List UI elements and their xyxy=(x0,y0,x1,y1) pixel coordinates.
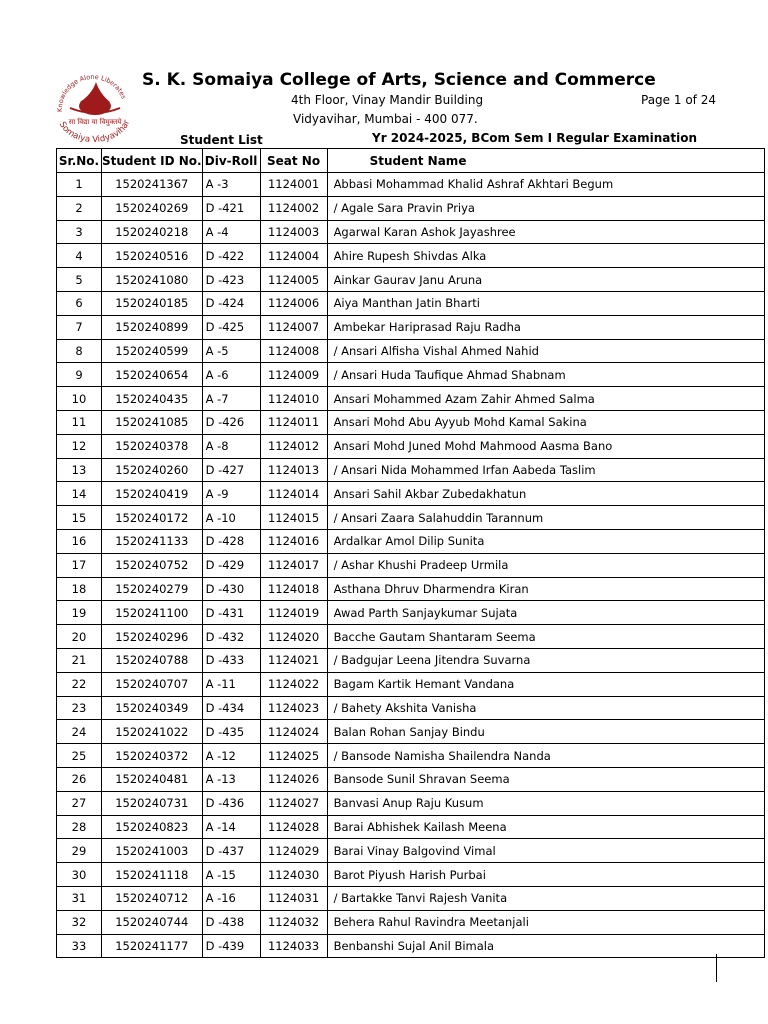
sr-no-cell: 19 xyxy=(57,601,102,625)
student-name-cell: / Ansari Alfisha Vishal Ahmed Nahid xyxy=(327,339,764,363)
table-row xyxy=(57,648,765,672)
sr-no-cell: 6 xyxy=(57,291,102,315)
student-name-cell: Aiya Manthan Jatin Bharti xyxy=(327,291,764,315)
sr-no-cell: 1 xyxy=(57,173,102,197)
student-id-cell: 1520240899 xyxy=(102,315,203,339)
div-roll-cell: A -16 xyxy=(202,886,260,910)
table-row xyxy=(57,268,765,292)
table-row xyxy=(57,934,765,958)
student-id-cell: 1520240599 xyxy=(102,339,203,363)
seat-no-cell: 1124013 xyxy=(260,458,327,482)
student-id-cell: 1520241022 xyxy=(102,720,203,744)
student-name-cell: Ansari Mohammed Azam Zahir Ahmed Salma xyxy=(327,387,764,411)
seat-no-cell: 1124027 xyxy=(260,791,327,815)
sr-no-cell: 12 xyxy=(57,434,102,458)
table-row xyxy=(57,410,765,434)
table-row xyxy=(57,458,765,482)
sr-no-cell: 32 xyxy=(57,910,102,934)
student-id-cell: 1520240823 xyxy=(102,815,203,839)
seat-no-cell: 1124005 xyxy=(260,268,327,292)
table-row xyxy=(57,291,765,315)
table-row xyxy=(57,196,765,220)
sr-no-cell: 22 xyxy=(57,672,102,696)
student-name-cell: Ardalkar Amol Dilip Sunita xyxy=(327,529,764,553)
div-roll-cell: D -432 xyxy=(202,625,260,649)
table-row xyxy=(57,220,765,244)
student-name-cell: Ainkar Gaurav Janu Aruna xyxy=(327,268,764,292)
seat-no-cell: 1124008 xyxy=(260,339,327,363)
seat-no-cell: 1124007 xyxy=(260,315,327,339)
student-id-cell: 1520240731 xyxy=(102,791,203,815)
student-table xyxy=(56,148,765,958)
student-name-cell: / Agale Sara Pravin Priya xyxy=(327,196,764,220)
table-row xyxy=(57,910,765,934)
list-title: Student List xyxy=(180,133,263,147)
student-id-cell: 1520240185 xyxy=(102,291,203,315)
sr-no-cell: 4 xyxy=(57,244,102,268)
student-name-cell: Abbasi Mohammad Khalid Ashraf Akhtari Begum xyxy=(327,173,764,197)
table-row xyxy=(57,482,765,506)
table-row xyxy=(57,791,765,815)
div-roll-cell: D -439 xyxy=(202,934,260,958)
seat-no-cell: 1124030 xyxy=(260,863,327,887)
student-name-cell: Ansari Mohd Juned Mohd Mahmood Aasma Bano xyxy=(327,434,764,458)
student-name-cell: Asthana Dhruv Dharmendra Kiran xyxy=(327,577,764,601)
div-roll-cell: A -12 xyxy=(202,744,260,768)
sr-no-cell: 31 xyxy=(57,886,102,910)
student-id-cell: 1520241085 xyxy=(102,410,203,434)
sr-no-cell: 26 xyxy=(57,767,102,791)
student-id-cell: 1520241177 xyxy=(102,934,203,958)
table-row xyxy=(57,601,765,625)
student-id-cell: 1520240435 xyxy=(102,387,203,411)
student-name-cell: / Bahety Akshita Vanisha xyxy=(327,696,764,720)
student-name-cell: Bacche Gautam Shantaram Seema xyxy=(327,625,764,649)
table-row xyxy=(57,625,765,649)
sr-no-cell: 25 xyxy=(57,744,102,768)
table-row xyxy=(57,506,765,530)
sr-no-cell: 3 xyxy=(57,220,102,244)
sr-no-cell: 17 xyxy=(57,553,102,577)
seat-no-cell: 1124004 xyxy=(260,244,327,268)
div-roll-cell: D -425 xyxy=(202,315,260,339)
sr-no-cell: 21 xyxy=(57,648,102,672)
student-name-cell: Barai Vinay Balgovind Vimal xyxy=(327,839,764,863)
student-name-cell: / Ansari Nida Mohammed Irfan Aabeda Taslim xyxy=(327,458,764,482)
sr-no-cell: 29 xyxy=(57,839,102,863)
logo-bottom-text: Somaiya Vidyavihar xyxy=(56,118,133,142)
seat-no-cell: 1124025 xyxy=(260,744,327,768)
student-name-cell: Barai Abhishek Kailash Meena xyxy=(327,815,764,839)
student-name-cell: Agarwal Karan Ashok Jayashree xyxy=(327,220,764,244)
address-line-1: 4th Floor, Vinay Mandir Building xyxy=(291,93,484,107)
logo-hindi-text: सा विद्या या विमुक्तये xyxy=(68,118,122,126)
seat-no-cell: 1124011 xyxy=(260,410,327,434)
table-row xyxy=(57,553,765,577)
student-id-cell: 1520240260 xyxy=(102,458,203,482)
address-line-2: Vidyavihar, Mumbai - 400 077. xyxy=(293,112,478,126)
div-roll-cell: A -4 xyxy=(202,220,260,244)
student-id-cell: 1520240707 xyxy=(102,672,203,696)
seat-no-cell: 1124028 xyxy=(260,815,327,839)
div-roll-cell: D -438 xyxy=(202,910,260,934)
table-row xyxy=(57,672,765,696)
student-name-cell: / Badgujar Leena Jitendra Suvarna xyxy=(327,648,764,672)
table-row xyxy=(57,815,765,839)
column-header-student-name: Student Name xyxy=(327,149,764,173)
div-roll-cell: A -15 xyxy=(202,863,260,887)
student-id-cell: 1520240279 xyxy=(102,577,203,601)
student-id-cell: 1520240372 xyxy=(102,744,203,768)
student-id-cell: 1520241133 xyxy=(102,529,203,553)
div-roll-cell: A -5 xyxy=(202,339,260,363)
seat-no-cell: 1124019 xyxy=(260,601,327,625)
table-row xyxy=(57,886,765,910)
seat-no-cell: 1124018 xyxy=(260,577,327,601)
student-id-cell: 1520240712 xyxy=(102,886,203,910)
seat-no-cell: 1124002 xyxy=(260,196,327,220)
student-name-cell: / Ansari Huda Taufique Ahmad Shabnam xyxy=(327,363,764,387)
student-id-cell: 1520240788 xyxy=(102,648,203,672)
seat-no-cell: 1124024 xyxy=(260,720,327,744)
page-number: Page 1 of 24 xyxy=(641,93,716,107)
div-roll-cell: D -431 xyxy=(202,601,260,625)
student-id-cell: 1520241080 xyxy=(102,268,203,292)
div-roll-cell: D -426 xyxy=(202,410,260,434)
sr-no-cell: 18 xyxy=(57,577,102,601)
table-row xyxy=(57,315,765,339)
seat-no-cell: 1124020 xyxy=(260,625,327,649)
div-roll-cell: D -436 xyxy=(202,791,260,815)
sr-no-cell: 28 xyxy=(57,815,102,839)
div-roll-cell: A -14 xyxy=(202,815,260,839)
seat-no-cell: 1124009 xyxy=(260,363,327,387)
student-name-cell: / Bansode Namisha Shailendra Nanda xyxy=(327,744,764,768)
table-header-row xyxy=(57,149,765,173)
div-roll-cell: A -7 xyxy=(202,387,260,411)
seat-no-cell: 1124029 xyxy=(260,839,327,863)
table-row xyxy=(57,173,765,197)
div-roll-cell: D -423 xyxy=(202,268,260,292)
table-row xyxy=(57,863,765,887)
student-name-cell: Benbanshi Sujal Anil Bimala xyxy=(327,934,764,958)
div-roll-cell: A -8 xyxy=(202,434,260,458)
div-roll-cell: D -435 xyxy=(202,720,260,744)
div-roll-cell: A -13 xyxy=(202,767,260,791)
table-row xyxy=(57,767,765,791)
div-roll-cell: D -433 xyxy=(202,648,260,672)
div-roll-cell: A -9 xyxy=(202,482,260,506)
student-name-cell: Bansode Sunil Shravan Seema xyxy=(327,767,764,791)
sr-no-cell: 7 xyxy=(57,315,102,339)
seat-no-cell: 1124015 xyxy=(260,506,327,530)
div-roll-cell: D -428 xyxy=(202,529,260,553)
student-id-cell: 1520240744 xyxy=(102,910,203,934)
table-row xyxy=(57,839,765,863)
column-header-div-roll: Div-Roll xyxy=(202,149,260,173)
div-roll-cell: D -437 xyxy=(202,839,260,863)
div-roll-cell: D -424 xyxy=(202,291,260,315)
sr-no-cell: 5 xyxy=(57,268,102,292)
student-id-cell: 1520240481 xyxy=(102,767,203,791)
table-row xyxy=(57,339,765,363)
sr-no-cell: 9 xyxy=(57,363,102,387)
student-name-cell: / Bartakke Tanvi Rajesh Vanita xyxy=(327,886,764,910)
college-name: S. K. Somaiya College of Arts, Science and Commerce xyxy=(142,70,656,90)
seat-no-cell: 1124026 xyxy=(260,767,327,791)
sr-no-cell: 15 xyxy=(57,506,102,530)
seat-no-cell: 1124031 xyxy=(260,886,327,910)
div-roll-cell: D -430 xyxy=(202,577,260,601)
student-name-cell: Ansari Mohd Abu Ayyub Mohd Kamal Sakina xyxy=(327,410,764,434)
column-header-sr-no: Sr.No. xyxy=(57,149,102,173)
student-name-cell: Balan Rohan Sanjay Bindu xyxy=(327,720,764,744)
table-row xyxy=(57,434,765,458)
table-row xyxy=(57,744,765,768)
student-id-cell: 1520240516 xyxy=(102,244,203,268)
table-row xyxy=(57,363,765,387)
div-roll-cell: D -422 xyxy=(202,244,260,268)
seat-no-cell: 1124017 xyxy=(260,553,327,577)
sr-no-cell: 11 xyxy=(57,410,102,434)
div-roll-cell: D -427 xyxy=(202,458,260,482)
student-id-cell: 1520241367 xyxy=(102,173,203,197)
student-name-cell: Banvasi Anup Raju Kusum xyxy=(327,791,764,815)
student-name-cell: Ahire Rupesh Shivdas Alka xyxy=(327,244,764,268)
sr-no-cell: 14 xyxy=(57,482,102,506)
seat-no-cell: 1124021 xyxy=(260,648,327,672)
table-row xyxy=(57,720,765,744)
seat-no-cell: 1124010 xyxy=(260,387,327,411)
div-roll-cell: A -6 xyxy=(202,363,260,387)
student-id-cell: 1520240654 xyxy=(102,363,203,387)
student-id-cell: 1520241003 xyxy=(102,839,203,863)
lamp-emblem-icon xyxy=(52,72,138,142)
student-id-cell: 1520240269 xyxy=(102,196,203,220)
sr-no-cell: 16 xyxy=(57,529,102,553)
seat-no-cell: 1124022 xyxy=(260,672,327,696)
student-id-cell: 1520240419 xyxy=(102,482,203,506)
div-roll-cell: D -434 xyxy=(202,696,260,720)
seat-no-cell: 1124012 xyxy=(260,434,327,458)
student-name-cell: / Ashar Khushi Pradeep Urmila xyxy=(327,553,764,577)
college-logo xyxy=(52,72,138,142)
seat-no-cell: 1124016 xyxy=(260,529,327,553)
column-header-seat-no: Seat No xyxy=(260,149,327,173)
table-row xyxy=(57,529,765,553)
student-id-cell: 1520240378 xyxy=(102,434,203,458)
student-id-cell: 1520240752 xyxy=(102,553,203,577)
sr-no-cell: 27 xyxy=(57,791,102,815)
student-id-cell: 1520240296 xyxy=(102,625,203,649)
div-roll-cell: A -3 xyxy=(202,173,260,197)
column-header-student-id: Student ID No. xyxy=(102,149,203,173)
div-roll-cell: A -10 xyxy=(202,506,260,530)
div-roll-cell: D -429 xyxy=(202,553,260,577)
table-row xyxy=(57,577,765,601)
seat-no-cell: 1124001 xyxy=(260,173,327,197)
student-name-cell: Ambekar Hariprasad Raju Radha xyxy=(327,315,764,339)
sr-no-cell: 23 xyxy=(57,696,102,720)
seat-no-cell: 1124006 xyxy=(260,291,327,315)
seat-no-cell: 1124032 xyxy=(260,910,327,934)
sr-no-cell: 20 xyxy=(57,625,102,649)
student-name-cell: / Ansari Zaara Salahuddin Tarannum xyxy=(327,506,764,530)
student-id-cell: 1520240349 xyxy=(102,696,203,720)
student-name-cell: Ansari Sahil Akbar Zubedakhatun xyxy=(327,482,764,506)
student-id-cell: 1520240172 xyxy=(102,506,203,530)
seat-no-cell: 1124023 xyxy=(260,696,327,720)
seat-no-cell: 1124003 xyxy=(260,220,327,244)
logo-arc-text: Knowledge Alone Liberates xyxy=(55,72,128,113)
sr-no-cell: 8 xyxy=(57,339,102,363)
table-row xyxy=(57,696,765,720)
sr-no-cell: 33 xyxy=(57,934,102,958)
sr-no-cell: 10 xyxy=(57,387,102,411)
sr-no-cell: 13 xyxy=(57,458,102,482)
student-id-cell: 1520241100 xyxy=(102,601,203,625)
table-row xyxy=(57,244,765,268)
student-name-cell: Awad Parth Sanjaykumar Sujata xyxy=(327,601,764,625)
seat-no-cell: 1124033 xyxy=(260,934,327,958)
student-name-cell: Barot Piyush Harish Purbai xyxy=(327,863,764,887)
exam-title: Yr 2024-2025, BCom Sem I Regular Examination xyxy=(372,131,698,145)
student-name-cell: Behera Rahul Ravindra Meetanjali xyxy=(327,910,764,934)
sr-no-cell: 24 xyxy=(57,720,102,744)
sr-no-cell: 30 xyxy=(57,863,102,887)
sr-no-cell: 2 xyxy=(57,196,102,220)
table-right-border-tail xyxy=(716,954,717,982)
seat-no-cell: 1124014 xyxy=(260,482,327,506)
div-roll-cell: A -11 xyxy=(202,672,260,696)
student-id-cell: 1520240218 xyxy=(102,220,203,244)
table-row xyxy=(57,387,765,411)
student-name-cell: Bagam Kartik Hemant Vandana xyxy=(327,672,764,696)
div-roll-cell: D -421 xyxy=(202,196,260,220)
student-id-cell: 1520241118 xyxy=(102,863,203,887)
